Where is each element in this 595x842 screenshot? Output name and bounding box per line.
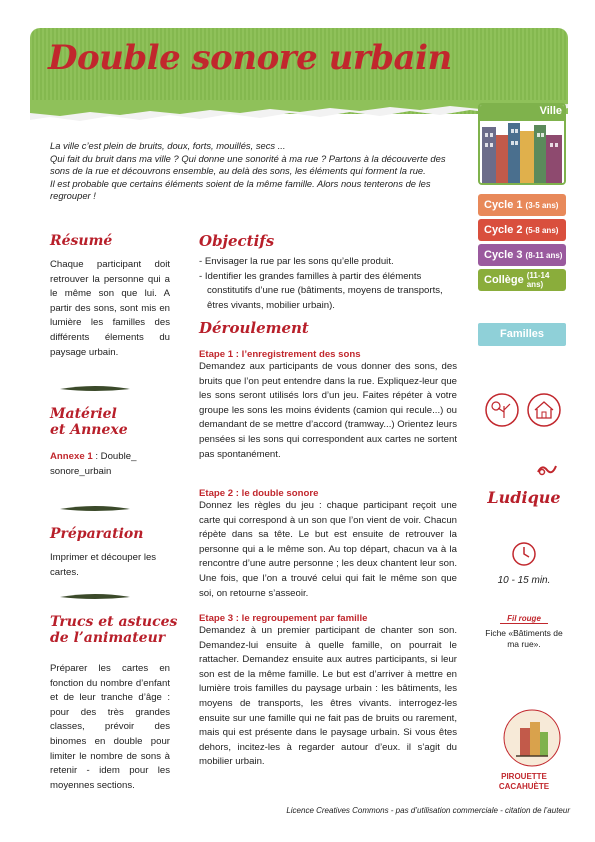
cycle-ages: (11-14 ans) bbox=[526, 271, 550, 289]
etape-2-title: Etape 2 : le double sonore bbox=[199, 488, 319, 499]
cycle-ages: (5-8 ans) bbox=[525, 225, 559, 235]
annexe-label: Annexe 1 bbox=[50, 451, 93, 462]
nature-icon bbox=[484, 392, 520, 428]
license-text: Licence Creatives Commons - pas d’utilisation commerciale - citation de l’auteur bbox=[286, 806, 570, 815]
trucs-text: Préparer les cartes en fonction du nombre d’enfant et de leur tranche d’âge : pour des très grandes classes, prévoir des binomes en double pour limiter le nombre de sons à retenir - idem pour les moyennes sections. bbox=[50, 663, 170, 791]
fil-rouge-text: Fiche «Bâtiments de ma rue». bbox=[485, 628, 563, 649]
cycle-ages: (3-5 ans) bbox=[525, 200, 559, 210]
cycle-tab bbox=[478, 219, 566, 241]
etape-2-text: Donnez les règles du jeu : chaque participant reçoit une carte qui correspond à un son que l’on vient de voir. Chacun répète dans sa tête. Le but est ensuite de retrouver la personne qui a le même son. Au top départ, chacun va à la rencontre d’une autre personne ; les deux chantent leur son. Une fois, que l’on a trouvé celui qui fait le même son que soi, on retourne s’asseoir. bbox=[199, 500, 457, 599]
cycle-tab bbox=[478, 194, 566, 216]
resume-title: Résumé bbox=[50, 233, 113, 249]
fil-rouge-line bbox=[500, 623, 548, 624]
etape-1-text: Demandez aux participants de vous donner des sons, des bruits que l’on peut entendre dans la rue. Expliquez-leur que les sons seront utilisés lors d’un jeu. Faites répéter à votre groupe les sons les moins évidents (camion qui recule...) ou demandant de se mettre d’accord (tramway...) Orientez leurs pensées si les sons qui correspondent aux cartes ne sortent pas spontanément. bbox=[199, 361, 457, 460]
preparation-text: Imprimer et découper les cartes. bbox=[50, 552, 157, 578]
ludique-icon bbox=[536, 462, 558, 478]
trucs-title-line: Trucs et astuces bbox=[50, 614, 178, 630]
annexe-text bbox=[50, 450, 170, 479]
etape-3 bbox=[199, 613, 457, 770]
cycle-label: Cycle 3 bbox=[484, 249, 523, 261]
objectifs-title: Objectifs bbox=[199, 232, 275, 250]
etape-1-title: Etape 1 : l’enregistrement des sons bbox=[199, 349, 361, 360]
etape-1 bbox=[199, 349, 457, 462]
leaf-divider bbox=[60, 593, 130, 601]
house-icon bbox=[526, 392, 562, 428]
deroulement-title: Déroulement bbox=[199, 319, 309, 337]
brand-line: CACAHUÈTE bbox=[498, 782, 550, 791]
leaf-divider bbox=[60, 385, 130, 393]
theme-label: Ville bbox=[539, 105, 562, 117]
objectifs-list bbox=[199, 255, 457, 313]
cycle-tab bbox=[478, 269, 566, 291]
materiel-title-line: Matériel bbox=[50, 406, 117, 422]
duration-text: 10 - 15 min. bbox=[497, 575, 551, 586]
etape-3-text: Demandez à un premier participant de chanter son son. Demandez-lui ensuite à quelle famille, on pourrait le rattacher. Demandez ensuite aux autres participants, si leur son est de la même famille. Le but est d’arriver à mettre en lumière trois familles du paysage urbain : les bâtiments, les moyens de transports, les êtres vivants. interrogez-les ensuite sur une famille qui ne fait pas de bruits ou rarement, mais qui est présente dans le paysage urbain. Si vous êtes dehors, incitez-les à regarder autour d’eux. il s’agit du mobilier urbain. bbox=[199, 625, 457, 768]
cycle-label: Collège bbox=[484, 274, 524, 286]
materiel-title bbox=[50, 406, 128, 438]
trucs-title bbox=[50, 614, 177, 646]
trucs-title-line: de l’animateur bbox=[50, 630, 166, 646]
fil-rouge-label: Fil rouge bbox=[507, 614, 541, 623]
ludique-label: Ludique bbox=[487, 488, 561, 507]
cycle-ages: (8-11 ans) bbox=[525, 250, 563, 260]
resume-text: Chaque participant doit retrouver la personne qui a le même son que lui. A partir des sons, sont mis en lumière les familles des différents élements du paysage urbain. bbox=[50, 259, 170, 358]
annexe-file: : Double_ sonore_urbain bbox=[50, 451, 137, 477]
intro-line: Qui fait du bruit dans ma ville ? Qui donne une sonorité à ma rue ? Partons à la découverte des sons de la rue et découvrons ensemble, au delà des sons, les éléments qui forment la rue. bbox=[50, 152, 446, 176]
intro-text bbox=[50, 140, 458, 203]
cycle-label: Cycle 1 bbox=[484, 199, 523, 211]
intro-line: La ville c’est plein de bruits, doux, forts, mouillés, secs ... bbox=[50, 140, 286, 151]
leaf-divider bbox=[60, 505, 130, 513]
familles-tag: Familles bbox=[478, 323, 566, 346]
intro-line: Il est probable que certains éléments soient de la même famille. Alors nous tenterons de les regrouper ! bbox=[50, 177, 431, 201]
etape-2 bbox=[199, 488, 457, 601]
clock-icon bbox=[510, 540, 538, 568]
etape-3-title: Etape 3 : le regroupement par famille bbox=[199, 613, 368, 624]
brand-logo bbox=[502, 706, 562, 770]
cycle-tab bbox=[478, 244, 566, 266]
brand-line: PIROUETTE bbox=[501, 772, 547, 781]
materiel-title-line: et Annexe bbox=[50, 422, 128, 438]
cycle-label: Cycle 2 bbox=[484, 224, 523, 236]
objectif-item: - Identifier les grandes familles à partir des éléments constitutifs d’une rue (bâtiments, moyens de transports, êtres vivants, mobilier urbain). bbox=[199, 270, 443, 311]
preparation-title: Préparation bbox=[50, 526, 144, 542]
objectif-item: - Envisager la rue par les sons qu’elle produit. bbox=[199, 256, 394, 267]
brand-name bbox=[482, 772, 566, 792]
page-title: Double sonore urbain bbox=[48, 38, 452, 78]
